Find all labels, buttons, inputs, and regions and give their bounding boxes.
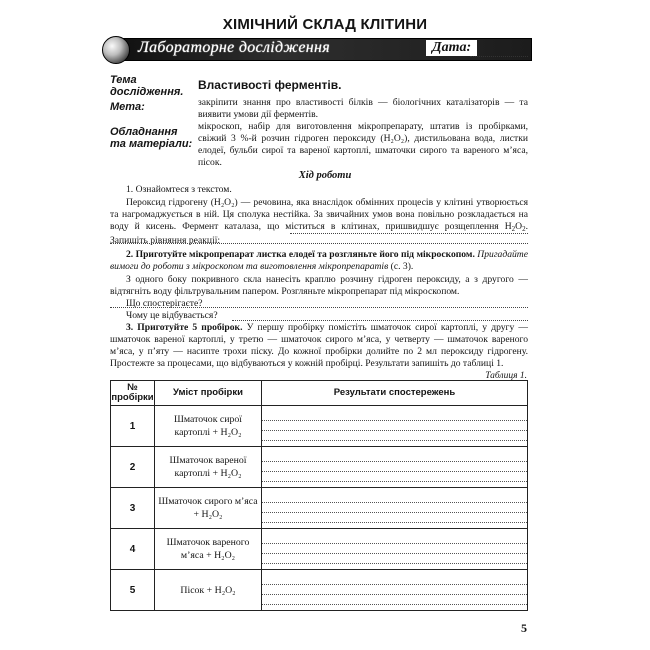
table-row [111,406,528,447]
equation-line-2[interactable] [110,243,528,244]
row-num: 3 [111,488,155,529]
row-results[interactable] [262,488,528,529]
aim-text: закріпити знання про властивості білків — біологічних каталізаторів — та виявити умови дії ферментів. [198,97,528,120]
equation-line-1[interactable] [290,233,528,234]
row-num: 1 [111,406,155,447]
equipment-label: Обладнання та матеріали: [110,126,193,150]
table-row [111,529,528,570]
question-observe: Що спостерігаєте? [126,298,203,309]
table-row [111,570,528,611]
step-1-text: Пероксид гідрогену (H₂O₂) — речовина, яка внаслідок обмінних процесів у клітині утворюється та нагромаджується в ній. Ця сполука нестійка. За звичайних умов вона повільно розкладається на воду й кисень. Фермент каталаза, що міститься в клітинах, пришвидшує розщеплення $H_2O_2$. Запишіть рівняння реакції: [110,197,528,246]
table-row [111,447,528,488]
topic-title: Властивості ферментів. [198,78,342,92]
header-content: Уміст пробірки [155,381,262,406]
header-num: № пробірки [111,381,155,406]
answer-line-why[interactable] [232,320,528,321]
row-results[interactable] [262,447,528,488]
equipment-text: мікроскоп, набір для виготовлення мікропрепарату, штатив із пробірками, свіжий 3 %-й розчин гідроген пероксиду (H₂O₂), дистильована вода, листки елодеї, бульби сирої та вареної картоплі, шматочки сирого та вареного м’яса, пісок. [198,121,528,168]
progress-heading: Хід роботи [298,170,352,181]
step-2-text-2: З одного боку покривного скла нанесіть краплю розчину гідроген пероксиду, а з другого — відтягніть воду фільтрувальним папером. Розгляньте мікропрепарат під мікроскопом. [110,274,528,297]
banner-title: Лабораторне дослідження [138,39,330,56]
row-content: Шматочок сирої картоплі + H₂O₂ [155,406,262,447]
row-num: 4 [111,529,155,570]
results-table [110,380,528,611]
banner-sphere-icon [102,36,130,64]
row-num: 2 [111,447,155,488]
aim-label: Мета: [110,101,145,113]
chapter-title: ХІМІЧНИЙ СКЛАД КЛІТИНИ [222,16,428,33]
row-content: Шматочок вареного м’яса + H₂O₂ [155,529,262,570]
header-results: Результати спостережень [262,381,528,406]
topic-label: Тема дослідження. [110,74,184,98]
row-results[interactable] [262,406,528,447]
row-results[interactable] [262,570,528,611]
question-why: Чому це відбувається? [126,310,218,321]
row-num: 5 [111,570,155,611]
row-content: Шматочок сирого м’яса + H₂O₂ [155,488,262,529]
row-content: Шматочок вареної картоплі + H₂O₂ [155,447,262,488]
table-caption: Таблиця 1. [485,371,527,381]
page-number: 5 [521,621,527,635]
step-1-title: 1. Ознайомтеся з текстом. [126,184,232,195]
answer-line-observe[interactable] [110,307,528,308]
step-2-text: 2. Приготуйте мікропрепарат листка елодеї та розгляньте його під мікроскопом. Пригадайте вимоги до роботи з мікроскопом та виготовлення мікропрепаратів (с. 3). [110,249,528,272]
table-header-row [111,381,528,406]
row-results[interactable] [262,529,528,570]
date-field[interactable] [470,56,528,57]
row-content: Пісок + H₂O₂ [155,570,262,611]
step-3-text: 3. Приготуйте 5 пробірок. У першу пробірку помістіть шматочок сирої картоплі, у другу — шматочок вареної картоплі, у третю — шматочок сирого м’яса, у четверту — шматочок вареного м’яса, у п’яту — насипте трохи піску. До кожної пробірки долийте по 2 мл пероксиду гідрогену. Простежте за процесами, що відбуваються у кожній пробірці. Результати запишіть до таблиці 1. [110,322,528,369]
date-label: Дата: [426,40,477,56]
table-row [111,488,528,529]
